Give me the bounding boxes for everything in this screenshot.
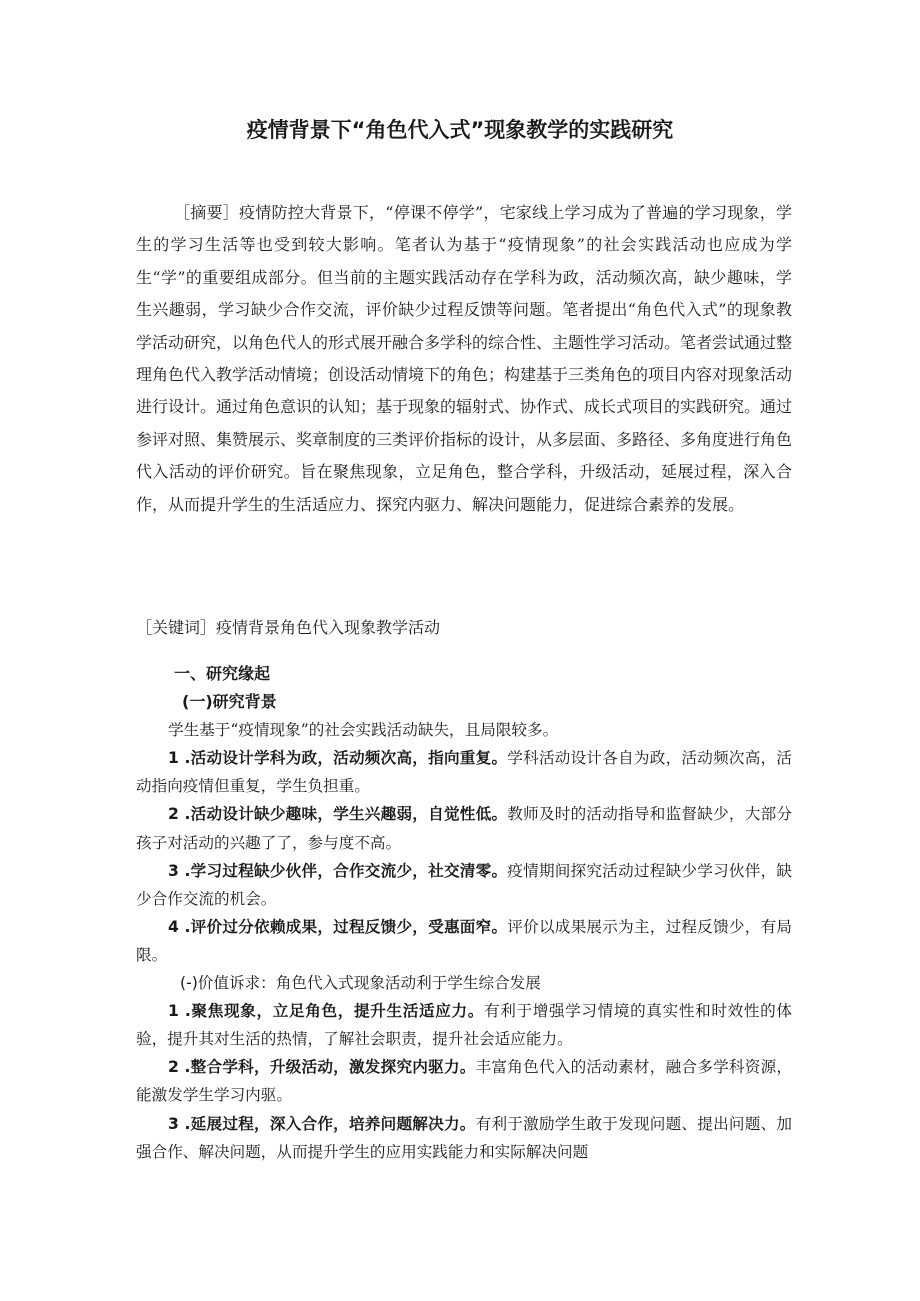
subsection-heading-value: (-)价值诉求：角色代入式现象活动利于学生综合发展 — [180, 974, 541, 993]
background-item-1 — [136, 744, 792, 800]
item-lead: 2 .整合学科，升级活动，激发探究内驱力。 — [168, 1058, 476, 1077]
background-intro: 学生基于“疫情现象”的社会实践活动缺失，且局限较多。 — [168, 721, 559, 740]
keywords-label: ［关键词］ — [136, 618, 217, 637]
item-text: 丰富角色代入的活动素材，融合多学科资源，能激发学生学习内驱。 — [136, 1058, 792, 1105]
item-lead: 2 .活动设计缺少趣味，学生兴趣弱，自觉性低。 — [168, 805, 508, 824]
item-text: 疫情期间探究活动过程缺少学习伙伴，缺少合作交流的机会。 — [136, 861, 792, 908]
value-item-1 — [136, 997, 792, 1053]
item-text: 教师及时的活动指导和监督缺少，大部分孩子对活动的兴趣了了，参与度不高。 — [136, 805, 792, 852]
keywords-line — [136, 614, 796, 642]
item-lead: 3 .学习过程缺少伙伴，合作交流少，社交清零。 — [168, 861, 508, 880]
document-title: 疫情背景下“角色代入式”现象教学的实践研究 — [246, 118, 674, 142]
item-lead: 1 .活动设计学科为政，活动频次高，指向重复。 — [168, 749, 508, 768]
subsection-heading-background: (一)研究背景 — [182, 692, 277, 712]
background-item-3 — [136, 857, 792, 913]
item-text: 有利于增强学习情境的真实性和时效性的体验，提升其对生活的热情，了解社会职责，提升社会适应能力。 — [136, 1002, 792, 1049]
item-text: 评价以成果展示为主，过程反馈少，有局限。 — [136, 917, 792, 964]
item-text: 学科活动设计各自为政，活动频次高，活动指向疫情但重复，学生负担重。 — [136, 749, 792, 796]
abstract-label: ［摘要］ — [174, 203, 240, 222]
value-item-3 — [136, 1110, 792, 1166]
value-item-2 — [136, 1053, 792, 1109]
section-heading: 一、研究缘起 — [174, 664, 271, 683]
abstract-text: 疫情防控大背景下，“停课不停学”，宅家线上学习成为了普遍的学习现象，学生的学习生活等也受到较大影响。笔者认为基于“疫情现象”的社会实践活动也应成为学生“学”的重要组成部分。但当前的主题实践活动存在学科为政，活动频次高，缺少趣味，学生兴趣弱，学习缺少合作交流，评价缺少过程反馈等问题。笔者提出“角色代入式”的现象教学活动研究，以角色代人的形式展开融合多学科的综合性、主题性学习活动。笔者尝试通过整理角色代入教学活动情境；创设活动情境下的角色；构建基于三类角色的项目内容对现象活动进行设计。通过角色意识的认知；基于现象的辐射式、协作式、成长式项目的实践研究。通过参评对照、集赞展示、奖章制度的三类评价指标的设计，从多层面、多路径、多角度进行角色代入活动的评价研究。旨在聚焦现象，立足角色，整合学科，升级活动，延展过程，深入合作，从而提升学生的生活适应力、探究内驱力、解决问题能力，促进综合素养的发展。 — [136, 203, 793, 514]
background-item-2 — [136, 800, 792, 856]
keywords-text: 疫情背景角色代入现象教学活动 — [216, 618, 441, 637]
section-body — [136, 660, 792, 1166]
background-item-4 — [136, 913, 792, 969]
item-text: 有利于激励学生敢于发现问题、提出问题、加强合作、解决问题，从而提升学生的应用实践能力和实际解决问题 — [136, 1114, 792, 1161]
item-lead: 4 .评价过分依赖成果，过程反馈少，受惠面窄。 — [168, 917, 508, 936]
abstract-paragraph — [136, 197, 792, 521]
item-lead: 1 .聚焦现象，立足角色，提升生活适应力。 — [168, 1002, 484, 1021]
item-lead: 3 .延展过程，深入合作，培养问题解决力。 — [168, 1114, 476, 1133]
